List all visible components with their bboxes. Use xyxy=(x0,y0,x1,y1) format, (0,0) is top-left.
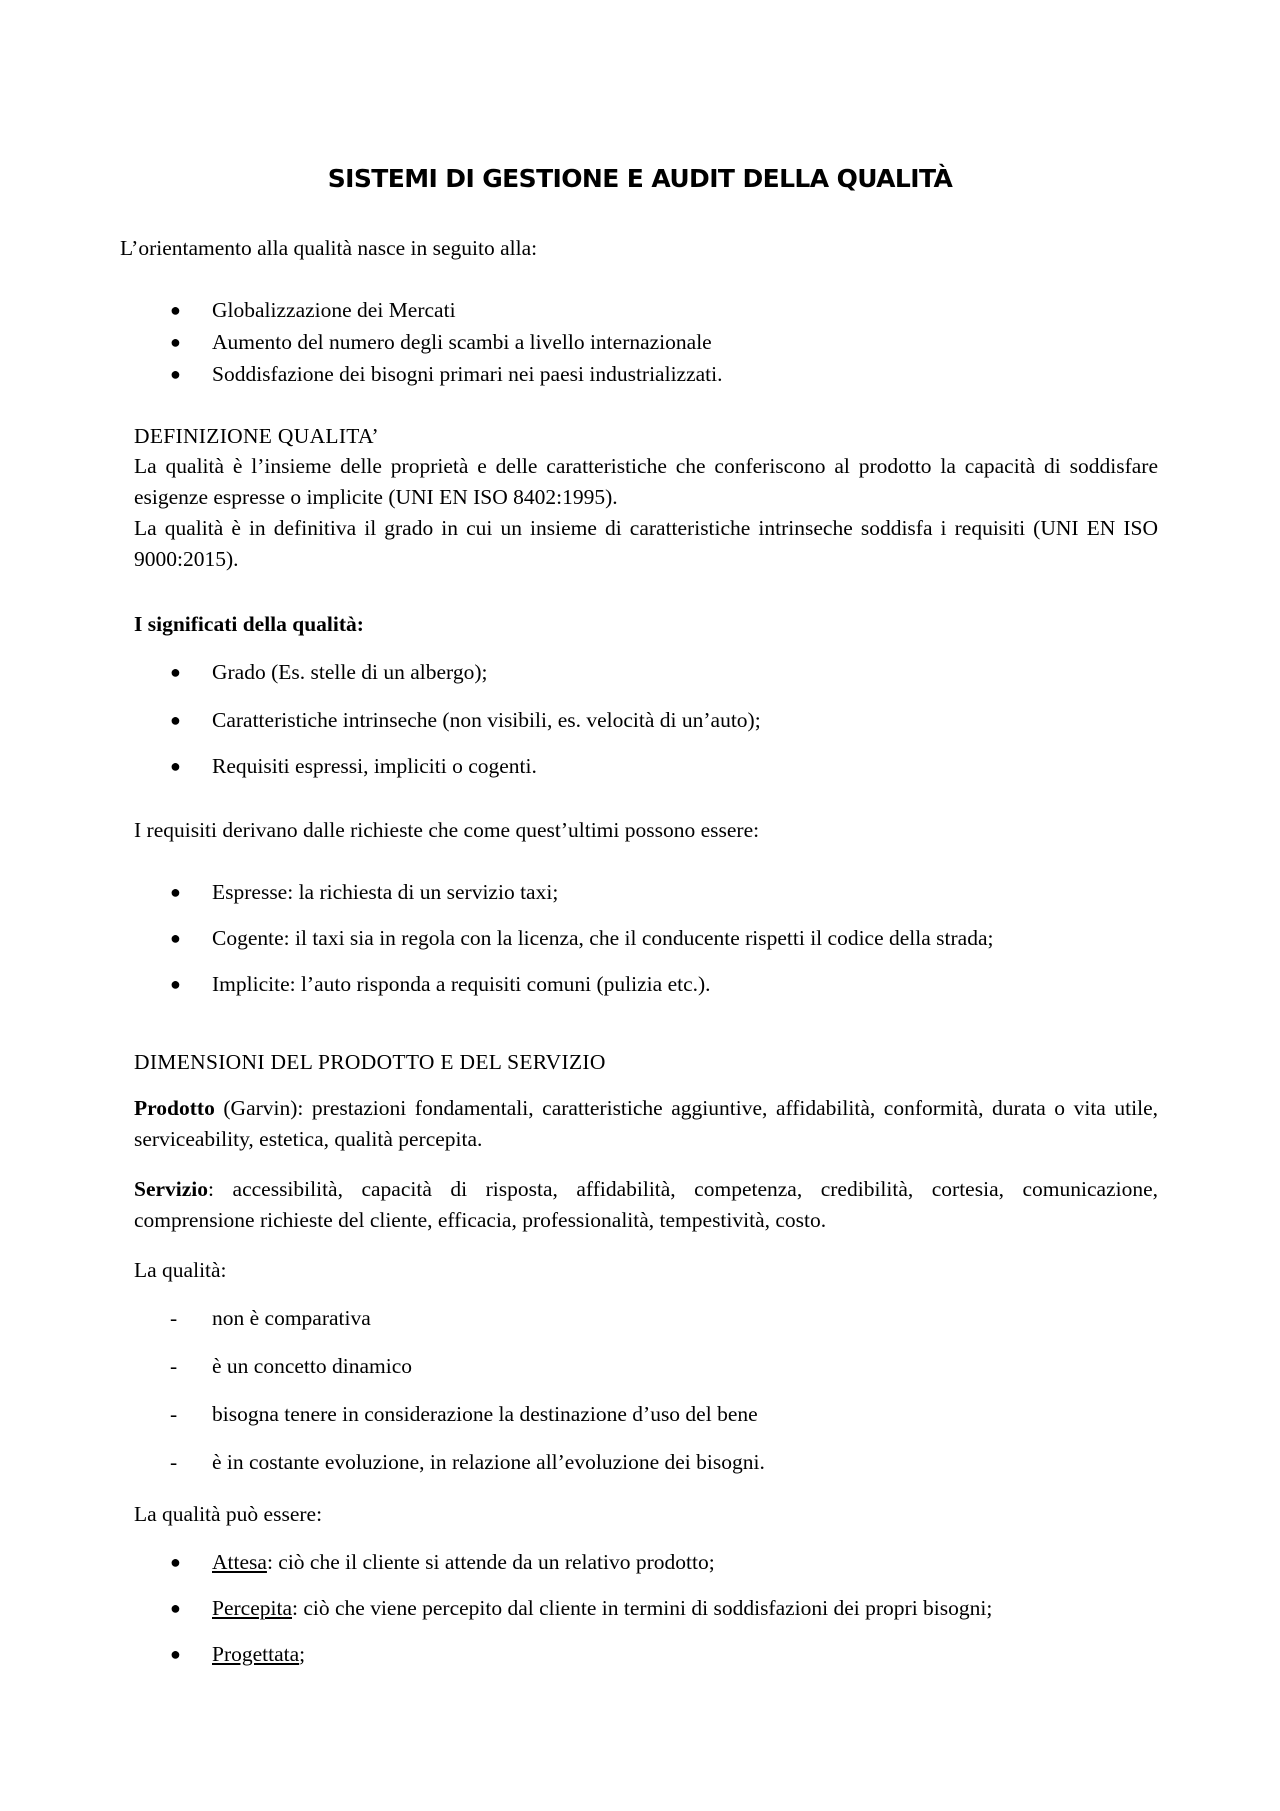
dash-icon: - xyxy=(170,1450,178,1474)
list-item: Soddisfazione dei bisogni primari nei paesi industrializzati. xyxy=(212,362,723,386)
bullet-icon: ● xyxy=(170,662,181,682)
bullet-icon: ● xyxy=(170,1598,181,1618)
bullet-icon: ● xyxy=(170,1644,181,1664)
bullet-icon: ● xyxy=(170,928,181,948)
list-item: non è comparativa xyxy=(212,1306,371,1330)
type-text: : ciò che il cliente si attende da un relativo prodotto; xyxy=(266,1550,715,1574)
type-text: ; xyxy=(299,1642,306,1666)
section-heading-dimensions: DIMENSIONI DEL PRODOTTO E DEL SERVIZIO xyxy=(134,1050,606,1074)
list-item: Aumento del numero degli scambi a livello internazionale xyxy=(212,330,712,354)
definition-paragraph-1: La qualità è l’insieme delle proprietà e delle caratteristiche che conferiscono al prodotto la capacità di soddisfare esigenze espresse o implicite (UNI EN ISO 8402:1995). xyxy=(134,454,1158,509)
bullet-icon: ● xyxy=(170,1552,181,1572)
bullet-icon: ● xyxy=(170,332,181,352)
type-label-progettata: Progettata xyxy=(212,1642,300,1666)
list-item: è in costante evoluzione, in relazione all’evoluzione dei bisogni. xyxy=(212,1450,765,1474)
type-label-percepita: Percepita xyxy=(212,1596,292,1620)
list-item: è un concetto dinamico xyxy=(212,1354,412,1378)
list-item: Globalizzazione dei Mercati xyxy=(212,298,456,322)
list-item xyxy=(212,1594,992,1622)
bullet-icon: ● xyxy=(170,710,181,730)
section-heading-meanings: I significati della qualità: xyxy=(134,612,364,636)
bullet-icon: ● xyxy=(170,882,181,902)
bullet-icon: ● xyxy=(170,300,181,320)
requirements-intro: I requisiti derivano dalle richieste che come quest’ultimi possono essere: xyxy=(134,818,760,842)
types-intro: La qualità può essere: xyxy=(134,1502,323,1526)
quality-intro: La qualità: xyxy=(134,1258,227,1282)
list-item: Cogente: il taxi sia in regola con la licenza, che il conducente rispetti il codice della strada; xyxy=(212,926,994,950)
dash-icon: - xyxy=(170,1402,178,1426)
type-label-attesa: Attesa xyxy=(212,1550,267,1574)
product-paragraph xyxy=(134,1093,1158,1155)
service-label: Servizio xyxy=(134,1177,209,1201)
list-item xyxy=(212,1548,715,1576)
list-item: bisogna tenere in considerazione la destinazione d’uso del bene xyxy=(212,1402,758,1426)
bullet-icon: ● xyxy=(170,756,181,776)
definition-paragraph-2: La qualità è in definitiva il grado in cui un insieme di caratteristiche intrinseche soddisfa i requisiti (UNI EN ISO 9000:2015). xyxy=(134,516,1158,571)
type-text: : ciò che viene percepito dal cliente in termini di soddisfazioni dei propri bisogni; xyxy=(292,1596,993,1620)
list-item xyxy=(212,1640,305,1668)
product-label: Prodotto xyxy=(134,1096,215,1120)
list-item: Grado (Es. stelle di un albergo); xyxy=(212,660,488,684)
page-title: SISTEMI DI GESTIONE E AUDIT DELLA QUALITÀ xyxy=(327,164,953,193)
dash-icon: - xyxy=(170,1354,178,1378)
service-text: : accessibilità, capacità di risposta, affidabilità, competenza, credibilità, cortesia, comunicazione, comprensione richieste del cliente, efficacia, professionalità, tempestività, costo. xyxy=(134,1177,1158,1232)
bullet-icon: ● xyxy=(170,364,181,384)
list-item: Caratteristiche intrinseche (non visibili, es. velocità di un’auto); xyxy=(212,708,761,732)
section-heading-definition: DEFINIZIONE QUALITA’ xyxy=(134,424,379,448)
dash-icon: - xyxy=(170,1306,178,1330)
list-item: Requisiti espressi, impliciti o cogenti. xyxy=(212,754,537,778)
list-item: Espresse: la richiesta di un servizio taxi; xyxy=(212,880,559,904)
bullet-icon: ● xyxy=(170,974,181,994)
list-item: Implicite: l’auto risponda a requisiti comuni (pulizia etc.). xyxy=(212,972,711,996)
service-paragraph xyxy=(134,1174,1158,1236)
product-text: (Garvin): prestazioni fondamentali, caratteristiche aggiuntive, affidabilità, conformità, durata o vita utile, serviceability, estetica, qualità percepita. xyxy=(134,1096,1158,1151)
intro-text: L’orientamento alla qualità nasce in seguito alla: xyxy=(120,236,538,260)
